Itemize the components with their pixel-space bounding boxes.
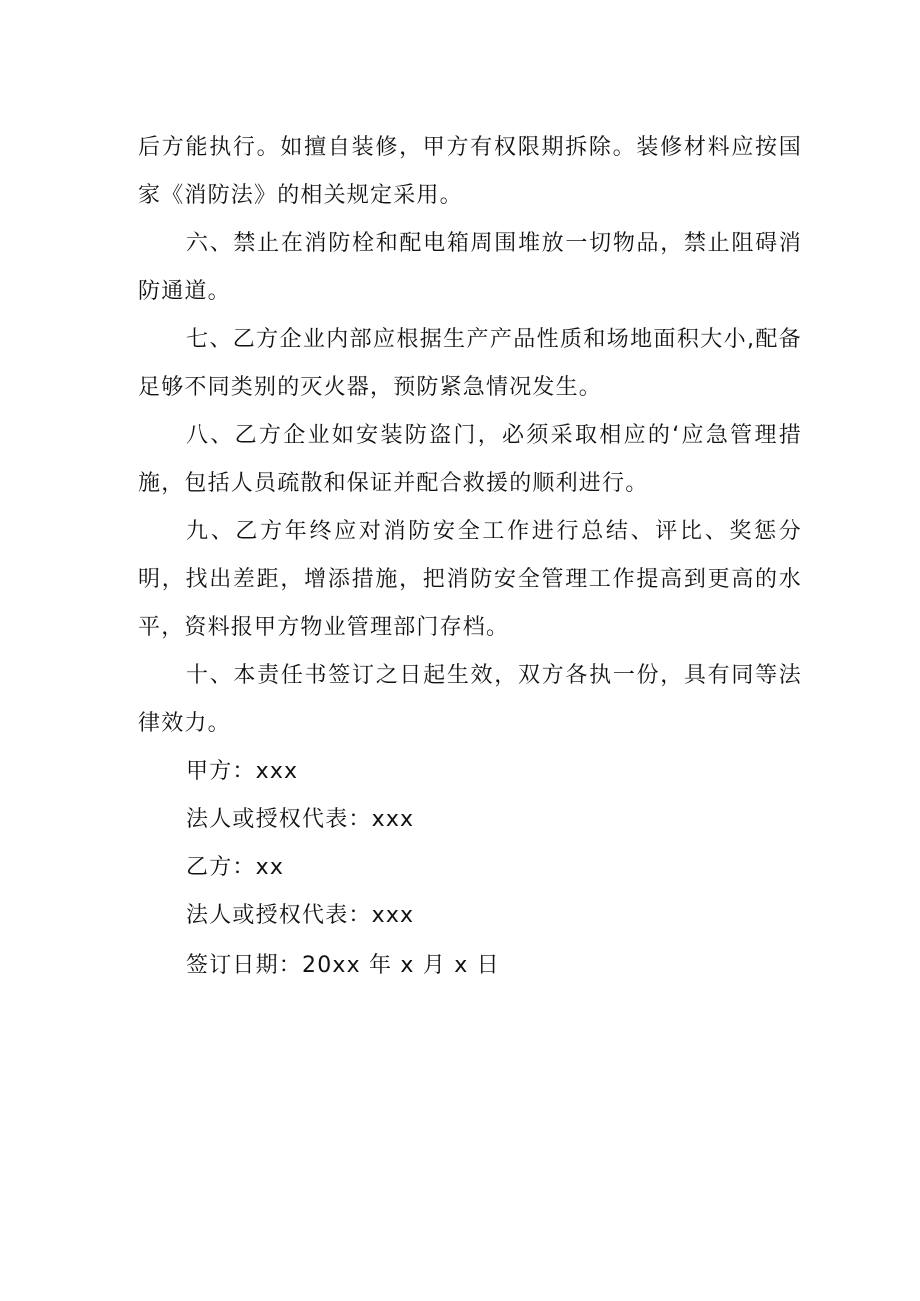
paragraph-clause-9: 九、乙方年终应对消防安全工作进行总结、评比、奖惩分明，找出差距，增添措施，把消防安全管理工作提高到更高的水平，资料报甲方物业管理部门存档。	[138, 519, 802, 640]
paragraph-clause-8: 八、乙方企业如安装防盗门，必须采取相应的‘应急管理措施，包括人员疏散和保证并配合救援的顺利进行。	[138, 423, 802, 496]
paragraph-clause-10: 十、本责任书签订之日起生效，双方各执一份，具有同等法律效力。	[138, 663, 802, 736]
paragraph-continuation: 后方能执行。如擅自装修，甲方有权限期拆除。装修材料应按国家《消防法》的相关规定采用。	[138, 135, 802, 208]
party-b-representative-line: 法人或授权代表：xxx	[186, 903, 415, 928]
document-body	[138, 124, 802, 990]
signature-block	[138, 748, 802, 990]
signing-date-line: 签订日期：20xx 年 x 月 x 日	[186, 953, 500, 978]
paragraph-clause-7: 七、乙方企业内部应根据生产产品性质和场地面积大小,配备足够不同类别的灭火器，预防紧急情况发生。	[138, 327, 802, 400]
party-a-representative-line: 法人或授权代表：xxx	[186, 807, 415, 832]
party-b-line: 乙方：xx	[186, 855, 285, 880]
paragraph-clause-6: 六、禁止在消防栓和配电箱周围堆放一切物品，禁止阻碍消防通道。	[138, 231, 802, 304]
party-a-line: 甲方：xxx	[186, 759, 299, 784]
